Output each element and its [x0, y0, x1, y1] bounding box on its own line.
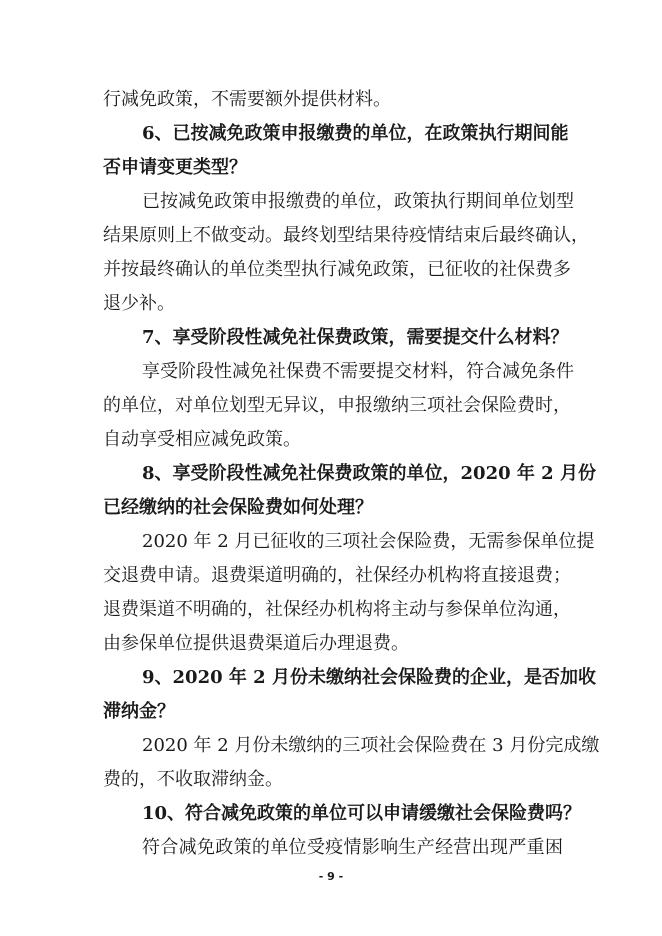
question-heading-line: 9、2020 年 2 月份未缴纳社会保险费的企业，是否加收	[142, 667, 596, 688]
answer-text-line: 享受阶段性减免社保费不需要提交材料，符合减免条件	[142, 361, 574, 382]
answer-text-line: 自动享受相应减免政策。	[103, 429, 301, 450]
answer-text-line: 并按最终确认的单位类型执行减免政策，已征收的社保费多	[103, 259, 571, 280]
question-heading-line: 10、符合减免政策的单位可以申请缓缴社会保险费吗？	[142, 803, 582, 824]
answer-text-line: 2020 年 2 月份未缴纳的三项社会保险费在 3 月份完成缴	[142, 735, 600, 756]
question-heading-line: 6、已按减免政策申报缴费的单位，在政策执行期间能	[142, 123, 569, 144]
question-heading-line: 8、享受阶段性减免社保费政策的单位，2020 年 2 月份	[142, 463, 596, 484]
answer-text-line: 已按减免政策申报缴费的单位，政策执行期间单位划型	[142, 191, 574, 212]
answer-text-line: 符合减免政策的单位受疫情影响生产经营出现严重困	[142, 837, 563, 858]
answer-text-line: 交退费申请。退费渠道明确的，社保经办机构将直接退费；	[103, 565, 571, 586]
body-text-line: 行减免政策，不需要额外提供材料。	[103, 89, 391, 110]
answer-text-line: 的单位，对单位划型无异议，申报缴纳三项社会保险费时，	[103, 395, 571, 416]
page-number: - 9 -	[318, 870, 344, 883]
answer-text-line: 2020 年 2 月已征收的三项社会保险费，无需参保单位提	[142, 531, 595, 552]
question-heading-line: 滞纳金？	[103, 701, 175, 722]
answer-text-line: 费的，不收取滞纳金。	[103, 769, 283, 790]
answer-text-line: 结果原则上不做变动。最终划型结果待疫情结束后最终确认，	[103, 225, 589, 246]
question-heading-line: 否申请变更类型？	[103, 157, 247, 178]
answer-text-line: 退费渠道不明确的，社保经办机构将主动与参保单位沟通，	[103, 599, 571, 620]
question-heading-line: 已经缴纳的社会保险费如何处理？	[103, 497, 373, 518]
question-heading-line: 7、享受阶段性减免社保费政策，需要提交什么材料？	[142, 327, 569, 348]
answer-text-line: 退少补。	[103, 293, 175, 314]
answer-text-line: 由参保单位提供退费渠道后办理退费。	[103, 633, 409, 654]
